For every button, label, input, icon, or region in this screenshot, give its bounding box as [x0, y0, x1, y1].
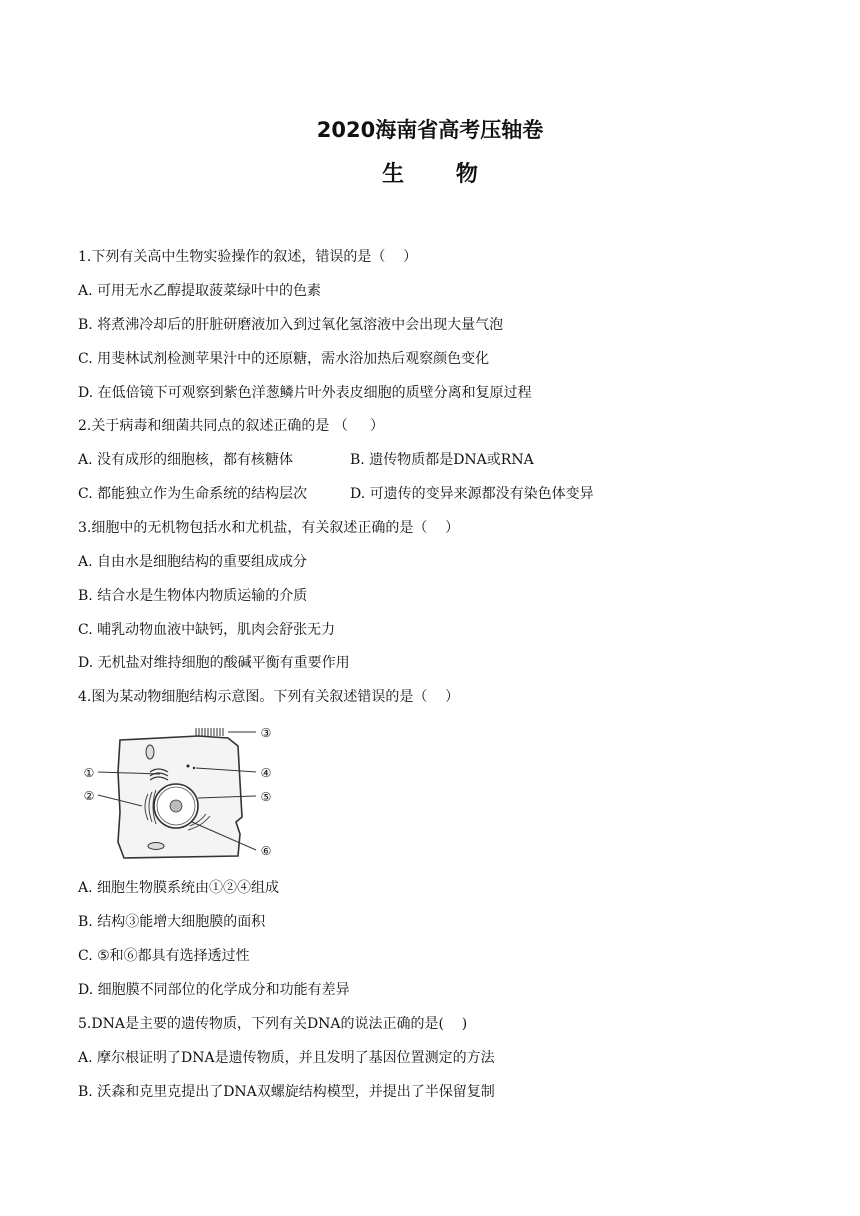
- question-3-option-b: B. 结合水是生物体内物质运输的介质: [78, 588, 308, 604]
- question-1-option-c: C. 用斐林试剂检测苹果汁中的还原糖，需水浴加热后观察颜色变化: [78, 351, 490, 367]
- question-2-option-d: D. 可遗传的变异来源都没有染色体变异: [350, 486, 594, 502]
- question-3-option-d: D. 无机盐对维持细胞的酸碱平衡有重要作用: [78, 655, 350, 671]
- question-3-stem: 3.细胞中的无机物包括水和尤机盐，有关叙述正确的是（ ）: [78, 520, 460, 536]
- question-1-option-a: A. 可用无水乙醇提取菠菜绿叶中的色素: [78, 283, 322, 299]
- figure-label-2: ②: [83, 789, 95, 803]
- question-1-option-b: B. 将煮沸冷却后的肝脏研磨液加入到过氧化氢溶液中会出现大量气泡: [78, 317, 504, 333]
- question-2-stem: 2.关于病毒和细菌共同点的叙述正确的是 （ ）: [78, 418, 385, 434]
- subject-title: 生 物: [382, 162, 500, 187]
- figure-label-5: ⑤: [260, 790, 272, 804]
- figure-label-4: ④: [260, 766, 272, 780]
- question-2-option-a: A. 没有成形的细胞核，都有核糖体: [78, 452, 294, 468]
- question-5-stem: 5.DNA是主要的遗传物质，下列有关DNA的说法正确的是( ): [78, 1016, 468, 1032]
- question-3-option-a: A. 自由水是细胞结构的重要组成成分: [78, 554, 308, 570]
- question-4-option-a: A. 细胞生物膜系统由①②④组成: [78, 880, 280, 896]
- question-3-option-c: C. 哺乳动物血液中缺钙，肌肉会舒张无力: [78, 622, 336, 638]
- mitochondrion: [146, 745, 154, 759]
- question-2-option-b: B. 遗传物质都是DNA或RNA: [350, 452, 534, 468]
- question-4-stem: 4.图为某动物细胞结构示意图。下列有关叙述错误的是（ ）: [78, 689, 460, 705]
- animal-cell-diagram: [78, 722, 283, 862]
- exam-title: 2020海南省高考压轴卷: [316, 118, 544, 142]
- question-4-option-d: D. 细胞膜不同部位的化学成分和功能有差异: [78, 982, 350, 998]
- question-5-option-a: A. 摩尔根证明了DNA是遗传物质，并且发明了基因位置测定的方法: [78, 1050, 495, 1066]
- figure-label-1: ①: [83, 766, 95, 780]
- figure-label-3: ③: [260, 726, 272, 740]
- nucleolus: [170, 800, 182, 812]
- figure-label-6: ⑥: [260, 844, 272, 858]
- mitochondrion: [148, 843, 164, 850]
- microvilli: [196, 728, 223, 736]
- question-1-option-d: D. 在低倍镜下可观察到紫色洋葱鳞片叶外表皮细胞的质壁分离和复原过程: [78, 385, 532, 401]
- question-2-option-c: C. 都能独立作为生命系统的结构层次: [78, 486, 308, 502]
- question-1-stem: 1.下列有关高中生物实验操作的叙述，错误的是（ ）: [78, 249, 418, 265]
- question-4-option-c: C. ⑤和⑥都具有选择透过性: [78, 948, 250, 964]
- question-4-option-b: B. 结构③能增大细胞膜的面积: [78, 914, 266, 930]
- question-5-option-b: B. 沃森和克里克提出了DNA双螺旋结构模型，并提出了半保留复制: [78, 1084, 495, 1100]
